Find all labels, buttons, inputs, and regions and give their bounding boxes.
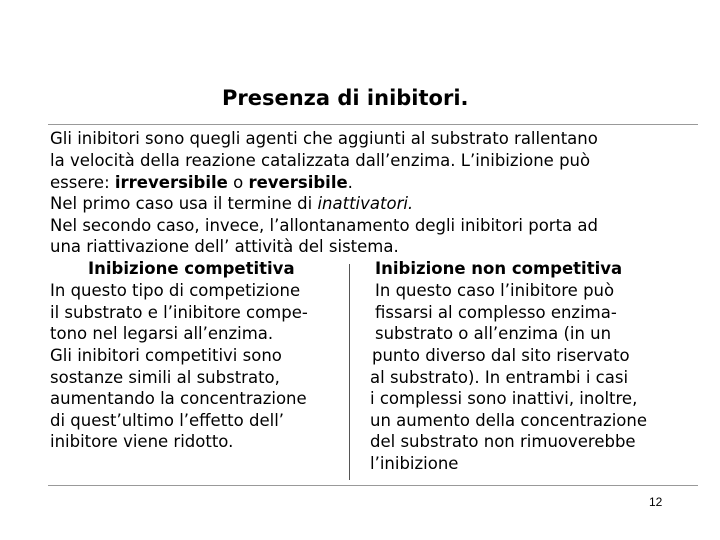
right-column-line: punto diverso dal sito riservato	[372, 346, 630, 365]
page-number: 12	[649, 495, 663, 509]
right-column-line: In questo caso l’inibitore può	[375, 281, 615, 300]
left-column-line: aumentando la concentrazione	[50, 389, 307, 408]
intro-line-4-prefix: Nel primo caso usa il termine di	[50, 194, 318, 213]
intro-line-3-mid: o	[227, 173, 249, 192]
left-column-line: inibitore viene ridotto.	[50, 432, 234, 451]
slide-title: Presenza di inibitori.	[222, 86, 469, 110]
right-column-line: substrato o all’enzima (in un	[375, 324, 612, 343]
intro-line-3	[50, 172, 353, 193]
top-divider	[48, 124, 698, 125]
right-column-line: del substrato non rimuoverebbe	[370, 432, 636, 451]
column-divider	[349, 264, 350, 480]
left-column-line: Gli inibitori competitivi sono	[50, 346, 282, 365]
term-irreversible: irreversibile	[114, 173, 228, 192]
left-column-line: il substrato e l’inibitore compe-	[50, 303, 308, 322]
right-column-line: l’inibizione	[370, 454, 459, 473]
intro-line-1: Gli inibitori sono quegli agenti che aggiunti al substrato rallentano	[50, 129, 598, 148]
left-column-heading: Inibizione competitiva	[88, 259, 295, 278]
intro-line-5: Nel secondo caso, invece, l’allontanamento degli inibitori porta ad	[50, 216, 598, 235]
bottom-divider	[48, 485, 698, 486]
right-column-line: un aumento della concentrazione	[370, 411, 647, 430]
intro-line-6: una riattivazione dell’ attività del sistema.	[50, 237, 399, 256]
left-column-line: tono nel legarsi all’enzima.	[50, 324, 274, 343]
intro-line-3-suffix: .	[347, 173, 353, 192]
right-column-heading: Inibizione non competitiva	[375, 259, 623, 278]
right-column-line: al substrato). In entrambi i casi	[370, 368, 629, 387]
intro-line-2: la velocità della reazione catalizzata dall’enzima. L’inibizione può	[50, 151, 591, 170]
intro-line-4	[50, 193, 413, 214]
right-column-line: i complessi sono inattivi, inoltre,	[370, 389, 638, 408]
left-column-line: sostanze simili al substrato,	[50, 368, 280, 387]
intro-line-3-prefix: essere:	[50, 173, 115, 192]
right-column-line: fissarsi al complesso enzima-	[375, 303, 617, 322]
term-inactivators: inattivatori.	[317, 194, 414, 213]
left-column-line: In questo tipo di competizione	[50, 281, 301, 300]
left-column-line: di quest’ultimo l’effetto dell’	[50, 411, 285, 430]
term-reversible: reversibile	[248, 173, 348, 192]
